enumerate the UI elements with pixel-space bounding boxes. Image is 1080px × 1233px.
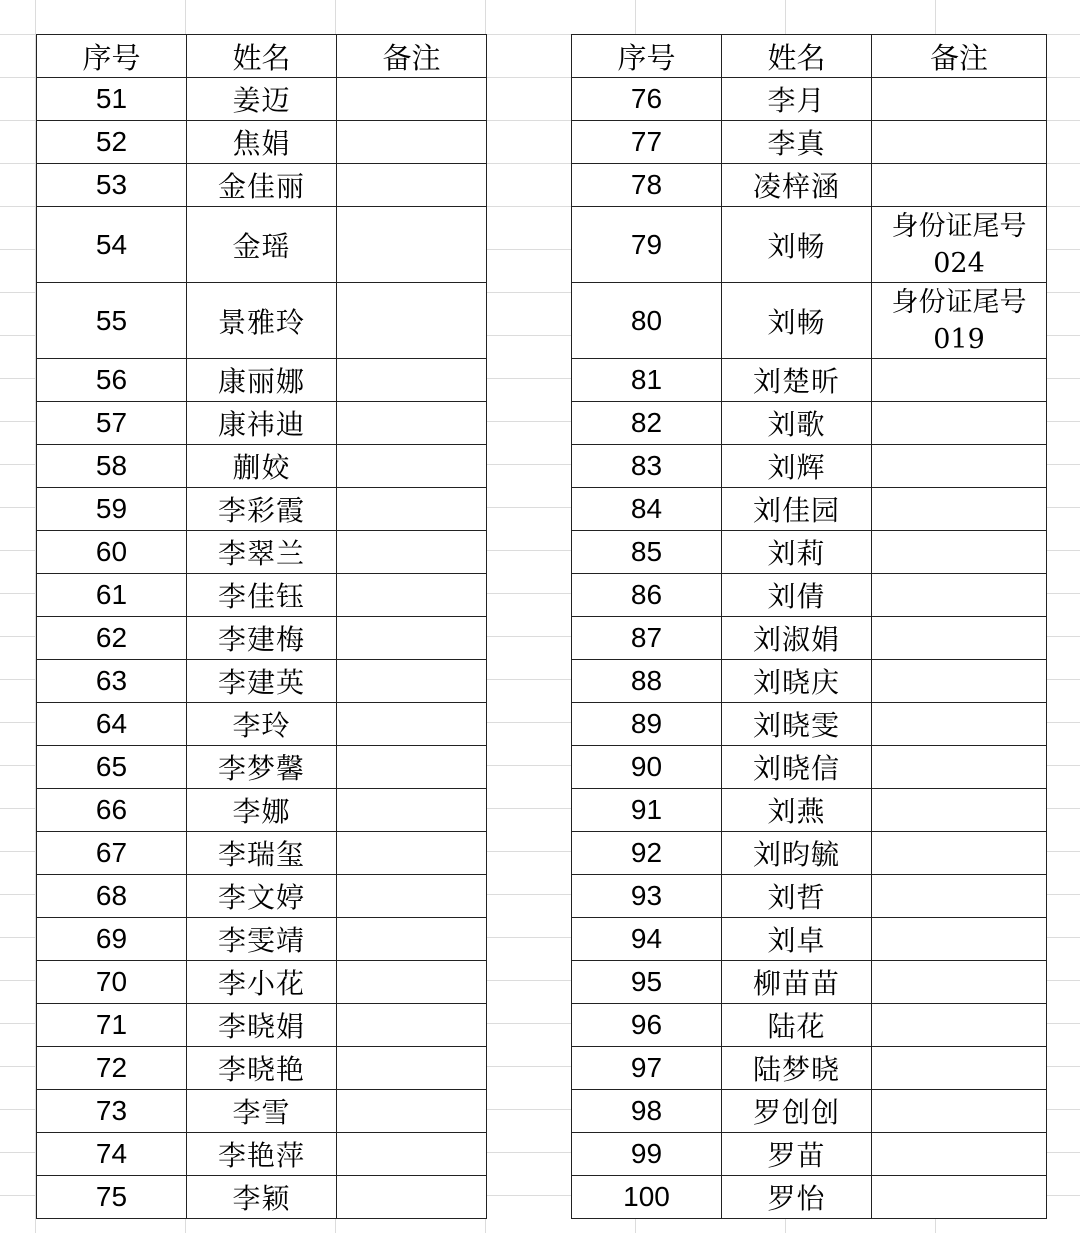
- table-row: [572, 875, 1047, 918]
- name-cell[interactable]: 景雅玲: [187, 283, 337, 359]
- name-cell[interactable]: 焦娟: [187, 121, 337, 164]
- seq-cell[interactable]: 82: [572, 402, 722, 445]
- name-cell[interactable]: 李翠兰: [187, 531, 337, 574]
- name-cell[interactable]: 罗怡: [722, 1176, 872, 1219]
- table-row: [37, 660, 487, 703]
- table-row: [37, 961, 487, 1004]
- name-cell[interactable]: 刘燕: [722, 789, 872, 832]
- name-cell[interactable]: 金佳丽: [187, 164, 337, 207]
- table-row: [572, 531, 1047, 574]
- table-row: [37, 1090, 487, 1133]
- note-cell[interactable]: [337, 660, 487, 703]
- note-cell[interactable]: [337, 875, 487, 918]
- name-cell[interactable]: 陆花: [722, 1004, 872, 1047]
- seq-cell[interactable]: 68: [37, 875, 187, 918]
- table-row: [37, 918, 487, 961]
- header-name[interactable]: 姓名: [722, 35, 872, 78]
- table-row: [37, 832, 487, 875]
- name-cell[interactable]: 刘歌: [722, 402, 872, 445]
- note-cell[interactable]: [872, 875, 1047, 918]
- table-row: [572, 488, 1047, 531]
- name-cell[interactable]: 康祎迪: [187, 402, 337, 445]
- table-row: [572, 445, 1047, 488]
- header-row: [37, 35, 487, 78]
- note-cell[interactable]: [337, 283, 487, 359]
- name-cell[interactable]: 刘楚昕: [722, 359, 872, 402]
- note-cell[interactable]: [872, 1004, 1047, 1047]
- seq-cell[interactable]: 93: [572, 875, 722, 918]
- name-cell[interactable]: 姜迈: [187, 78, 337, 121]
- header-note[interactable]: 备注: [337, 35, 487, 78]
- seq-cell[interactable]: 60: [37, 531, 187, 574]
- name-cell[interactable]: 刘卓: [722, 918, 872, 961]
- seq-cell[interactable]: 65: [37, 746, 187, 789]
- name-cell[interactable]: 刘畅: [722, 207, 872, 283]
- seq-cell[interactable]: 75: [37, 1176, 187, 1219]
- note-cell[interactable]: [337, 359, 487, 402]
- name-cell[interactable]: 刘辉: [722, 445, 872, 488]
- table-row: [572, 78, 1047, 121]
- note-cell[interactable]: [872, 283, 1047, 359]
- table-row: [37, 283, 487, 359]
- name-cell[interactable]: 刘莉: [722, 531, 872, 574]
- table-row: [572, 789, 1047, 832]
- table-row: [572, 1133, 1047, 1176]
- name-cell[interactable]: 柳苗苗: [722, 961, 872, 1004]
- note-cell[interactable]: [872, 660, 1047, 703]
- note-cell[interactable]: [337, 832, 487, 875]
- note-cell[interactable]: [872, 918, 1047, 961]
- note-cell[interactable]: [872, 1047, 1047, 1090]
- table-row: [572, 746, 1047, 789]
- seq-cell[interactable]: 80: [572, 283, 722, 359]
- seq-cell[interactable]: 77: [572, 121, 722, 164]
- table-row: [37, 789, 487, 832]
- table-row: [37, 164, 487, 207]
- table-row: [37, 703, 487, 746]
- table-row: [572, 918, 1047, 961]
- note-cell[interactable]: [872, 359, 1047, 402]
- note-cell[interactable]: [872, 789, 1047, 832]
- seq-cell[interactable]: 97: [572, 1047, 722, 1090]
- name-cell[interactable]: 李小花: [187, 961, 337, 1004]
- header-note[interactable]: 备注: [872, 35, 1047, 78]
- table-row: [37, 78, 487, 121]
- note-cell[interactable]: [337, 746, 487, 789]
- table-row: [37, 1176, 487, 1219]
- seq-cell[interactable]: 54: [37, 207, 187, 283]
- seq-cell[interactable]: 87: [572, 617, 722, 660]
- note-cell[interactable]: [872, 746, 1047, 789]
- table-row: [572, 961, 1047, 1004]
- note-cell[interactable]: [337, 1004, 487, 1047]
- note-cell[interactable]: [337, 445, 487, 488]
- seq-cell[interactable]: 88: [572, 660, 722, 703]
- table-row: [37, 207, 487, 283]
- name-cell[interactable]: 李颖: [187, 1176, 337, 1219]
- table-row: [572, 1090, 1047, 1133]
- note-cell[interactable]: [872, 1176, 1047, 1219]
- name-cell[interactable]: 李玲: [187, 703, 337, 746]
- seq-cell[interactable]: 89: [572, 703, 722, 746]
- note-cell[interactable]: [872, 832, 1047, 875]
- note-cell[interactable]: [872, 574, 1047, 617]
- name-cell[interactable]: 李建英: [187, 660, 337, 703]
- note-cell[interactable]: [337, 617, 487, 660]
- seq-cell[interactable]: 56: [37, 359, 187, 402]
- seq-cell[interactable]: 57: [37, 402, 187, 445]
- note-cell[interactable]: [872, 961, 1047, 1004]
- note-cell[interactable]: [872, 445, 1047, 488]
- name-cell[interactable]: 李晓艳: [187, 1047, 337, 1090]
- table-row: [37, 746, 487, 789]
- seq-cell[interactable]: 62: [37, 617, 187, 660]
- seq-cell[interactable]: 73: [37, 1090, 187, 1133]
- name-cell[interactable]: 李佳钰: [187, 574, 337, 617]
- note-cell[interactable]: [337, 488, 487, 531]
- name-cell[interactable]: 李雪: [187, 1090, 337, 1133]
- seq-cell[interactable]: 81: [572, 359, 722, 402]
- name-cell[interactable]: 刘昀毓: [722, 832, 872, 875]
- name-cell[interactable]: 李艳萍: [187, 1133, 337, 1176]
- seq-cell[interactable]: 92: [572, 832, 722, 875]
- note-cell[interactable]: [337, 1176, 487, 1219]
- note-line-2: 024: [933, 247, 985, 279]
- name-cell[interactable]: 刘晓庆: [722, 660, 872, 703]
- note-cell[interactable]: [337, 402, 487, 445]
- name-cell[interactable]: 李雯靖: [187, 918, 337, 961]
- name-cell[interactable]: 刘晓雯: [722, 703, 872, 746]
- table-row: [37, 359, 487, 402]
- seq-cell[interactable]: 96: [572, 1004, 722, 1047]
- header-seq[interactable]: 序号: [37, 35, 187, 78]
- seq-cell[interactable]: 72: [37, 1047, 187, 1090]
- table-row: [37, 617, 487, 660]
- name-cell[interactable]: 刘哲: [722, 875, 872, 918]
- name-cell[interactable]: 李真: [722, 121, 872, 164]
- table-row: [572, 1176, 1047, 1219]
- name-cell[interactable]: 刘淑娟: [722, 617, 872, 660]
- seq-cell[interactable]: 76: [572, 78, 722, 121]
- table-row: [572, 283, 1047, 359]
- table-row: [572, 1047, 1047, 1090]
- seq-cell[interactable]: 59: [37, 488, 187, 531]
- seq-cell[interactable]: 51: [37, 78, 187, 121]
- note-cell[interactable]: [872, 164, 1047, 207]
- table-row: [37, 1004, 487, 1047]
- name-cell[interactable]: 李梦馨: [187, 746, 337, 789]
- note-line-2: 019: [933, 323, 985, 355]
- header-name[interactable]: 姓名: [187, 35, 337, 78]
- name-cell[interactable]: 蒯姣: [187, 445, 337, 488]
- table-row: [572, 1004, 1047, 1047]
- seq-cell[interactable]: 70: [37, 961, 187, 1004]
- note-line-1: 身份证尾号: [891, 210, 1027, 242]
- table-row: [572, 574, 1047, 617]
- note-cell[interactable]: [337, 1047, 487, 1090]
- seq-cell[interactable]: 90: [572, 746, 722, 789]
- note-cell[interactable]: [337, 574, 487, 617]
- seq-cell[interactable]: 74: [37, 1133, 187, 1176]
- table-row: [572, 617, 1047, 660]
- seq-cell[interactable]: 53: [37, 164, 187, 207]
- name-cell[interactable]: 刘畅: [722, 283, 872, 359]
- note-cell[interactable]: [872, 78, 1047, 121]
- name-cell[interactable]: 金瑶: [187, 207, 337, 283]
- note-cell[interactable]: [337, 961, 487, 1004]
- name-cell[interactable]: 李瑞玺: [187, 832, 337, 875]
- name-cell[interactable]: 李晓娟: [187, 1004, 337, 1047]
- seq-cell[interactable]: 63: [37, 660, 187, 703]
- seq-cell[interactable]: 78: [572, 164, 722, 207]
- note-cell[interactable]: [337, 918, 487, 961]
- seq-cell[interactable]: 79: [572, 207, 722, 283]
- table-row: [37, 1133, 487, 1176]
- note-cell[interactable]: [337, 703, 487, 746]
- seq-cell[interactable]: 91: [572, 789, 722, 832]
- note-cell[interactable]: [872, 1133, 1047, 1176]
- name-cell[interactable]: 李娜: [187, 789, 337, 832]
- name-cell[interactable]: 刘倩: [722, 574, 872, 617]
- seq-cell[interactable]: 66: [37, 789, 187, 832]
- note-cell[interactable]: [872, 207, 1047, 283]
- table-row: [572, 832, 1047, 875]
- table-row: [572, 402, 1047, 445]
- note-cell[interactable]: [337, 78, 487, 121]
- name-cell[interactable]: 刘晓信: [722, 746, 872, 789]
- seq-cell[interactable]: 98: [572, 1090, 722, 1133]
- table-row: [37, 488, 487, 531]
- table-row: [37, 1047, 487, 1090]
- seq-cell[interactable]: 61: [37, 574, 187, 617]
- table-row: [37, 402, 487, 445]
- seq-cell[interactable]: 67: [37, 832, 187, 875]
- note-cell[interactable]: [337, 1090, 487, 1133]
- note-cell[interactable]: [337, 121, 487, 164]
- seq-cell[interactable]: 99: [572, 1133, 722, 1176]
- table-row: [572, 660, 1047, 703]
- note-cell[interactable]: [337, 789, 487, 832]
- seq-cell[interactable]: 58: [37, 445, 187, 488]
- note-cell[interactable]: [872, 617, 1047, 660]
- name-cell[interactable]: 李文婷: [187, 875, 337, 918]
- seq-cell[interactable]: 95: [572, 961, 722, 1004]
- seq-cell[interactable]: 64: [37, 703, 187, 746]
- seq-cell[interactable]: 94: [572, 918, 722, 961]
- roster-table-left: [36, 34, 487, 1219]
- roster-table-right: [571, 34, 1047, 1219]
- note-cell[interactable]: [337, 531, 487, 574]
- name-cell[interactable]: 凌梓涵: [722, 164, 872, 207]
- table-row: [572, 121, 1047, 164]
- name-cell[interactable]: 康丽娜: [187, 359, 337, 402]
- table-row: [37, 445, 487, 488]
- table-row: [37, 574, 487, 617]
- seq-cell[interactable]: 86: [572, 574, 722, 617]
- header-seq[interactable]: 序号: [572, 35, 722, 78]
- seq-cell[interactable]: 100: [572, 1176, 722, 1219]
- seq-cell[interactable]: 52: [37, 121, 187, 164]
- table-row: [37, 121, 487, 164]
- note-line-1: 身份证尾号: [891, 286, 1027, 318]
- note-cell[interactable]: [872, 121, 1047, 164]
- seq-cell[interactable]: 69: [37, 918, 187, 961]
- note-cell[interactable]: [872, 1090, 1047, 1133]
- note-cell[interactable]: [337, 164, 487, 207]
- table-row: [572, 164, 1047, 207]
- table-row: [572, 703, 1047, 746]
- seq-cell[interactable]: 55: [37, 283, 187, 359]
- name-cell[interactable]: 刘佳园: [722, 488, 872, 531]
- table-row: [37, 531, 487, 574]
- name-cell[interactable]: 李月: [722, 78, 872, 121]
- note-cell[interactable]: [872, 531, 1047, 574]
- seq-cell[interactable]: 83: [572, 445, 722, 488]
- table-row: [572, 359, 1047, 402]
- name-cell[interactable]: 李彩霞: [187, 488, 337, 531]
- note-cell[interactable]: [337, 207, 487, 283]
- note-cell[interactable]: [872, 402, 1047, 445]
- name-cell[interactable]: 罗苗: [722, 1133, 872, 1176]
- header-row: [572, 35, 1047, 78]
- seq-cell[interactable]: 85: [572, 531, 722, 574]
- name-cell[interactable]: 李建梅: [187, 617, 337, 660]
- note-cell[interactable]: [337, 1133, 487, 1176]
- seq-cell[interactable]: 71: [37, 1004, 187, 1047]
- note-cell[interactable]: [872, 488, 1047, 531]
- name-cell[interactable]: 陆梦晓: [722, 1047, 872, 1090]
- note-cell[interactable]: [872, 703, 1047, 746]
- name-cell[interactable]: 罗创创: [722, 1090, 872, 1133]
- table-row: [572, 207, 1047, 283]
- table-row: [37, 875, 487, 918]
- seq-cell[interactable]: 84: [572, 488, 722, 531]
